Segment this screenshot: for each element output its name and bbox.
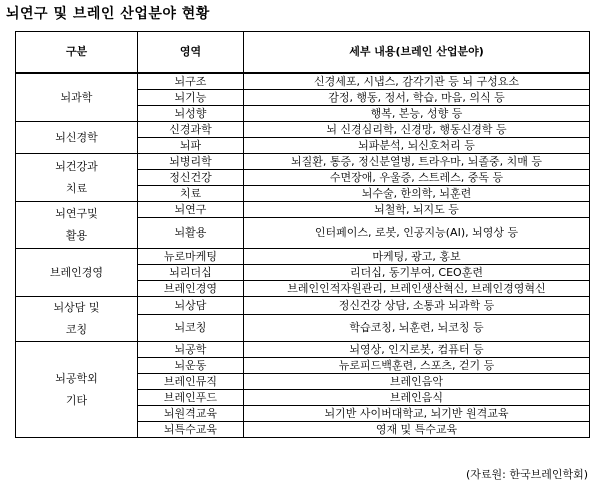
category-line: 기타 xyxy=(65,393,88,407)
source-note: (자료원: 한국브레인학회) xyxy=(465,468,588,481)
area-cell: 브레인푸드 xyxy=(138,390,244,406)
detail-cell: 뇌철학, 뇌지도 등 xyxy=(244,202,590,218)
detail-cell: 영재 및 특수교육 xyxy=(244,422,590,438)
area-cell: 정신건강 xyxy=(138,170,244,186)
area-cell: 뇌파 xyxy=(138,138,244,154)
area-cell: 치료 xyxy=(138,186,244,202)
area-cell: 뇌공학 xyxy=(138,342,244,358)
detail-cell: 뇌질환, 통증, 정신분열병, 트라우마, 뇌졸중, 치매 등 xyxy=(244,154,590,170)
category-cell xyxy=(16,154,138,202)
detail-cell: 뇌파분석, 뇌신호처리 등 xyxy=(244,138,590,154)
detail-cell: 뇌수술, 한의학, 뇌훈련 xyxy=(244,186,590,202)
area-cell: 뇌특수교육 xyxy=(138,422,244,438)
table-row xyxy=(16,249,590,265)
detail-cell: 신경세포, 시냅스, 감각기관 등 뇌 구성요소 xyxy=(244,73,590,90)
detail-cell: 학습코칭, 뇌훈련, 뇌코칭 등 xyxy=(244,315,590,342)
detail-cell: 수면장애, 우울증, 스트레스, 중독 등 xyxy=(244,170,590,186)
category-line: 뇌상담 및 xyxy=(53,301,100,314)
detail-cell: 행복, 본능, 성향 등 xyxy=(244,106,590,122)
category-line: 뇌연구및 xyxy=(55,207,98,220)
table-row xyxy=(16,342,590,358)
detail-cell: 인터페이스, 로봇, 인공지능(AI), 뇌영상 등 xyxy=(244,218,590,249)
category-line: 뇌건강과 xyxy=(55,159,98,173)
category-line: 활용 xyxy=(65,229,88,242)
detail-cell: 뇌영상, 인지로봇, 컴퓨터 등 xyxy=(244,342,590,358)
category-cell xyxy=(16,297,138,342)
area-cell: 브레인경영 xyxy=(138,281,244,297)
area-cell: 브레인뮤직 xyxy=(138,374,244,390)
header-area: 영역 xyxy=(138,32,244,74)
document-title: 뇌연구 및 브레인 산업분야 현황 xyxy=(6,6,210,22)
header-detail: 세부 내용(브레인 산업분야) xyxy=(244,32,590,74)
table-row xyxy=(16,154,590,170)
table-row xyxy=(16,202,590,218)
area-cell: 뇌운동 xyxy=(138,358,244,374)
area-cell: 뇌활용 xyxy=(138,218,244,249)
category-cell: 뇌신경학 xyxy=(16,122,138,154)
detail-cell: 감정, 행동, 정서, 학습, 마음, 의식 등 xyxy=(244,90,590,106)
area-cell: 뇌성향 xyxy=(138,106,244,122)
detail-cell: 정신건강 상담, 소통과 뇌과학 등 xyxy=(244,297,590,315)
category-cell xyxy=(16,342,138,438)
detail-cell: 리더십, 동기부여, CEO훈련 xyxy=(244,265,590,281)
detail-cell: 뇌 신경심리학, 신경망, 행동신경학 등 xyxy=(244,122,590,138)
category-cell xyxy=(16,202,138,249)
table-row xyxy=(16,122,590,138)
area-cell: 뇌기능 xyxy=(138,90,244,106)
area-cell: 뇌코칭 xyxy=(138,315,244,342)
category-cell: 뇌과학 xyxy=(16,73,138,122)
table-row xyxy=(16,297,590,315)
brain-industry-table xyxy=(15,31,590,438)
area-cell: 신경과학 xyxy=(138,122,244,138)
category-line: 치료 xyxy=(65,181,88,195)
detail-cell: 브레인인적자원관리, 브레인생산혁신, 브레인경영혁신 xyxy=(244,281,590,297)
detail-cell: 브레인음악 xyxy=(244,374,590,390)
detail-cell: 뉴로피드백훈련, 스포츠, 걷기 등 xyxy=(244,358,590,374)
area-cell: 뉴로마케팅 xyxy=(138,249,244,265)
category-line: 코칭 xyxy=(65,323,88,336)
category-cell: 브레인경영 xyxy=(16,249,138,297)
area-cell: 뇌병리학 xyxy=(138,154,244,170)
table-row xyxy=(16,73,590,90)
header-row xyxy=(16,32,590,74)
category-line: 뇌공학외 xyxy=(55,371,98,385)
area-cell: 뇌원격교육 xyxy=(138,406,244,422)
header-category: 구분 xyxy=(16,32,138,74)
area-cell: 뇌구조 xyxy=(138,73,244,90)
area-cell: 뇌상담 xyxy=(138,297,244,315)
detail-cell: 브레인음식 xyxy=(244,390,590,406)
area-cell: 뇌연구 xyxy=(138,202,244,218)
detail-cell: 마케팅, 광고, 홍보 xyxy=(244,249,590,265)
detail-cell: 뇌기반 사이버대학교, 뇌기반 원격교육 xyxy=(244,406,590,422)
area-cell: 뇌리더십 xyxy=(138,265,244,281)
